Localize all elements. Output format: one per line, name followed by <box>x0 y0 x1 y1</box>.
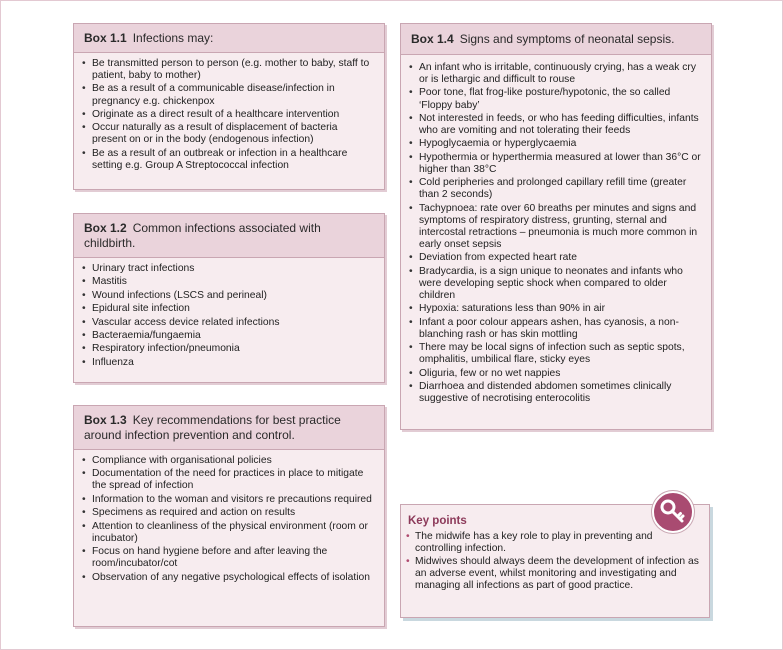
key-points-title: Key points <box>408 515 467 527</box>
list-item: • Infant a poor colour appears ashen, has cyanosis, a non-blanching rash or has skin mottling <box>409 317 701 341</box>
list-item: • Compliance with organisational policies <box>82 455 374 467</box>
box-list <box>74 53 384 177</box>
box-header <box>74 406 384 450</box>
box-title: Infections may: <box>132 31 214 45</box>
list-item: • Be transmitted person to person (e.g. mother to baby, staff to patient, baby to mother) <box>82 58 374 82</box>
list-item: • Cold peripheries and prolonged capillary refill time (greater than 2 seconds) <box>409 177 701 201</box>
list-item: • Originate as a direct result of a healthcare intervention <box>82 109 374 121</box>
box-header <box>74 214 384 258</box>
list-item: • Be as a result of an outbreak or infection in a healthcare setting e.g. Group A Streptococcal infection <box>82 148 374 172</box>
list-item: • The midwife has a key role to play in preventing and controlling infection. <box>406 531 699 555</box>
list-item: • Attention to cleanliness of the physical environment (room or incubator) <box>82 521 374 545</box>
box-number: Box 1.3 <box>84 413 127 427</box>
box-header <box>74 24 384 53</box>
box-list <box>401 55 711 411</box>
list-item: • Vascular access device related infections <box>82 317 374 329</box>
box-title: Signs and symptoms of neonatal sepsis. <box>459 32 675 46</box>
list-item: • Focus on hand hygiene before and after leaving the room/incubator/cot <box>82 546 374 570</box>
list-item: • There may be local signs of infection such as septic spots, omphalitis, umbilical flare, sticky eyes <box>409 342 701 366</box>
box-number: Box 1.1 <box>84 31 127 45</box>
list-item: • Hypoxia: saturations less than 90% in air <box>409 303 701 315</box>
list-item: • Hypoglycaemia or hyperglycaemia <box>409 138 701 150</box>
key-icon <box>652 491 694 533</box>
list-item: • Respiratory infection/pneumonia <box>82 343 374 355</box>
list-item: • Be as a result of a communicable disease/infection in pregnancy e.g. chickenpox <box>82 83 374 107</box>
list-item: • Midwives should always deem the development of infection as an adverse event, whilst monitoring and investigating and managing all infections as part of good practice. <box>406 556 699 592</box>
box-1-1 <box>73 23 385 190</box>
list-item: • Specimens as required and action on results <box>82 507 374 519</box>
box-number: Box 1.4 <box>411 32 454 46</box>
box-list <box>74 258 384 374</box>
list-item: • Diarrhoea and distended abdomen sometimes clinically suggestive of necrotising enterocolitis <box>409 381 701 405</box>
list-item: • Documentation of the need for practices in place to mitigate the spread of infection <box>82 468 374 492</box>
list-item: • Oliguria, few or no wet nappies <box>409 368 701 380</box>
list-item: • An infant who is irritable, continuously crying, has a weak cry or is lethargic and difficult to rouse <box>409 62 701 86</box>
list-item: • Wound infections (LSCS and perineal) <box>82 290 374 302</box>
list-item: • Occur naturally as a result of displacement of bacteria present on or in the body (endogenous infection) <box>82 122 374 146</box>
list-item: • Deviation from expected heart rate <box>409 252 701 264</box>
list-item: • Not interested in feeds, or who has feeding difficulties, infants who are vomiting and not tolerating their feeds <box>409 113 701 137</box>
box-1-4 <box>400 23 712 430</box>
box-header <box>401 24 711 55</box>
list-item: • Bacteraemia/fungaemia <box>82 330 374 342</box>
list-item: • Influenza <box>82 357 374 369</box>
box-list <box>74 450 384 589</box>
key-points-list <box>401 529 709 592</box>
list-item: • Observation of any negative psychological effects of isolation <box>82 572 374 584</box>
list-item: • Urinary tract infections <box>82 263 374 275</box>
list-item: • Bradycardia, is a sign unique to neonates and infants who were developing septic shock when compared to older children <box>409 266 701 302</box>
box-1-2 <box>73 213 385 383</box>
list-item: • Hypothermia or hyperthermia measured at lower than 36°C or higher than 38°C <box>409 152 701 176</box>
box-1-3 <box>73 405 385 627</box>
box-title: Common infections associated with childbirth. <box>84 221 321 250</box>
box-number: Box 1.2 <box>84 221 127 235</box>
list-item: • Mastitis <box>82 276 374 288</box>
box-title: Key recommendations for best practice around infection prevention and control. <box>84 413 341 442</box>
list-item: • Poor tone, flat frog-like posture/hypotonic, the so called ‘Floppy baby’ <box>409 87 701 111</box>
list-item: • Tachypnoea: rate over 60 breaths per minutes and signs and symptoms of respiratory distress, grunting, sternal and intercostal retractions – pneumonia is much more common in early onset sepsis <box>409 203 701 251</box>
list-item: • Information to the woman and visitors re precautions required <box>82 494 374 506</box>
list-item: • Epidural site infection <box>82 303 374 315</box>
